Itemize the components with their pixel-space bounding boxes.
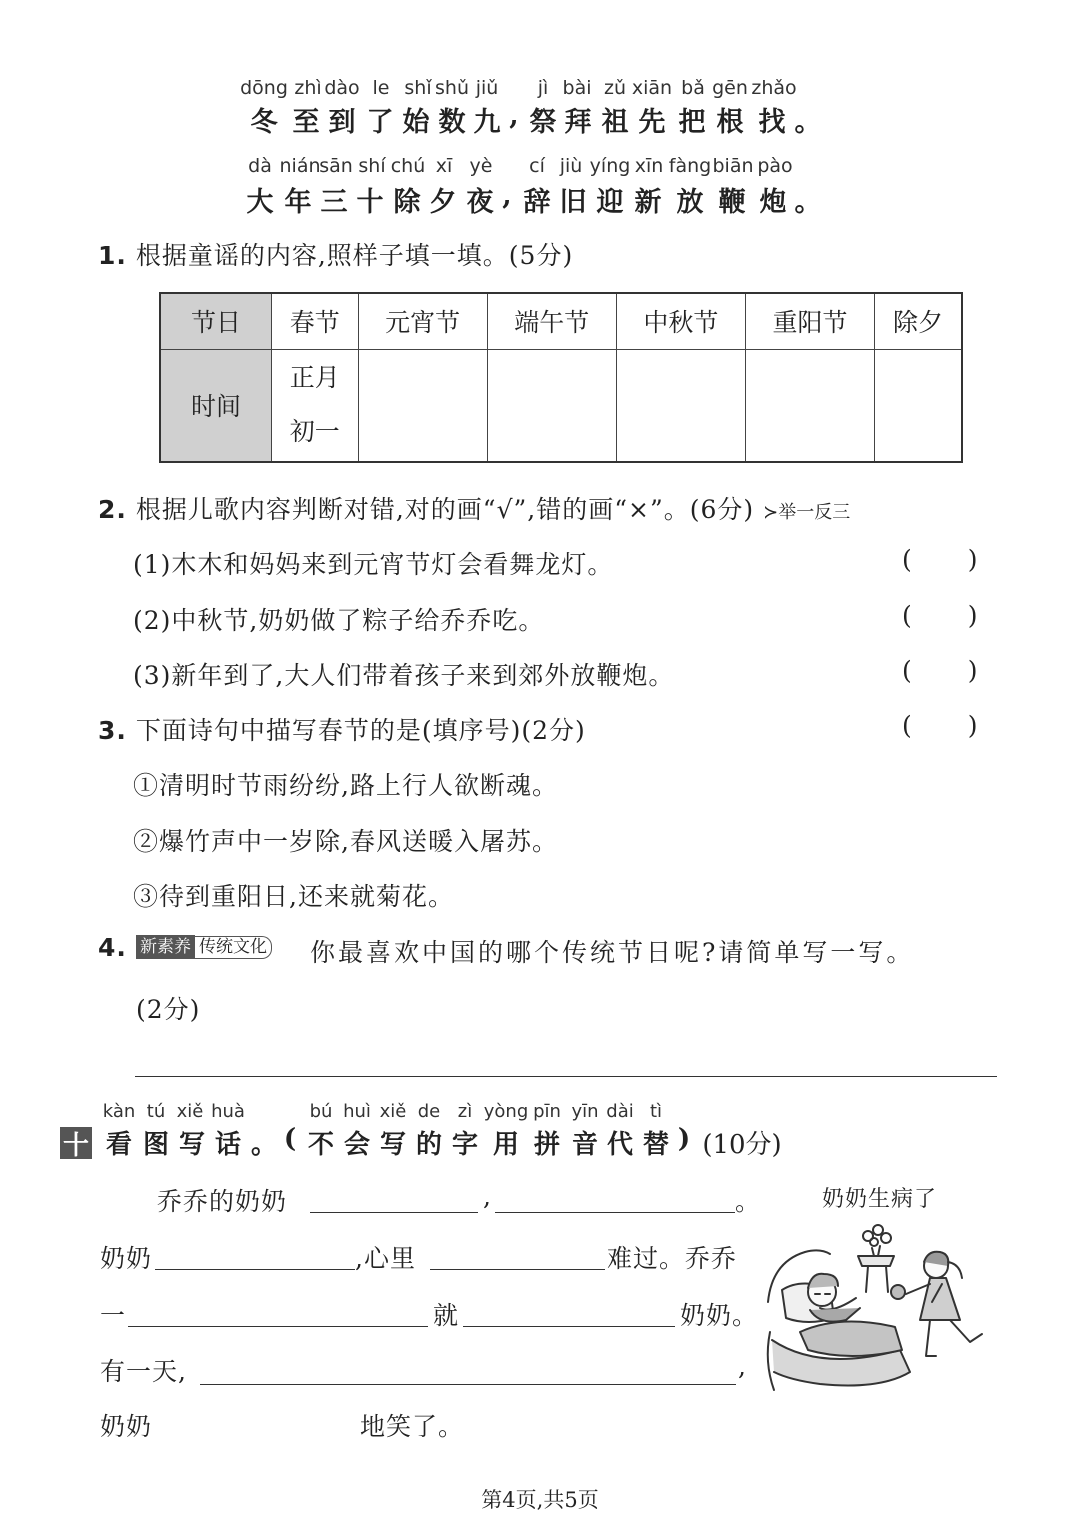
section-number-icon: 十 (60, 1127, 92, 1159)
hanzi: 拜 (564, 107, 592, 138)
hanzi: 鞭 (718, 187, 746, 218)
pinyin: xiě (176, 1101, 204, 1122)
hanzi: 数 (438, 107, 466, 138)
pinyin: gēn (712, 77, 748, 99)
pinyin: de (417, 1101, 441, 1122)
answer-cell[interactable] (487, 349, 616, 462)
writing-text: 奶奶。 (680, 1301, 759, 1330)
q3-option-3: ③待到重阳日,还来就菊花。 (133, 882, 454, 911)
hanzi: 夜 (466, 187, 494, 218)
hanzi: 至 (292, 107, 320, 138)
pinyin: jiǔ (475, 77, 499, 99)
pinyin: nián (279, 155, 321, 177)
title-char: 话 (214, 1130, 242, 1160)
pinyin: dài (606, 1101, 634, 1122)
pinyin: jiù (559, 155, 583, 177)
pinyin: jì (537, 77, 549, 99)
question-4-score: (2分) (136, 995, 201, 1024)
practice-tag: ≻举一反三 (763, 502, 851, 523)
hanzi: 冬 (250, 107, 278, 138)
writing-text: , (738, 1352, 747, 1381)
writing-text: 奶奶 (100, 1244, 153, 1273)
header-label: 节日 (160, 293, 272, 349)
writing-text: 。 (735, 1187, 762, 1216)
page-footer: 第4页,共5页 (481, 1488, 599, 1512)
pinyin: xīn (634, 155, 664, 177)
title-char: ) (677, 1124, 691, 1154)
pinyin: cí (529, 155, 545, 177)
writing-text: , (483, 1182, 492, 1211)
pinyin: dōng (240, 77, 288, 99)
pinyin: le (372, 77, 390, 99)
picture-caption: 奶奶生病了 (822, 1187, 938, 1212)
pinyin: yīn (571, 1101, 599, 1122)
answer-paren[interactable]: ( ) (902, 545, 978, 574)
question-number: 1. (98, 241, 127, 270)
answer-cell[interactable] (358, 349, 487, 462)
writing-text: 地笑了。 (360, 1412, 465, 1441)
pinyin: tì (649, 1101, 663, 1122)
pinyin: pào (757, 155, 793, 177)
festival-table (159, 292, 963, 463)
pinyin: dà (248, 155, 272, 177)
festival-cell: 端午节 (487, 293, 616, 349)
hanzi: 把 (678, 107, 706, 138)
pinyin: zhǎo (751, 77, 797, 99)
answer-cell[interactable] (616, 349, 745, 462)
example-line: 正月 (289, 363, 340, 393)
writing-text: ,心里 (355, 1244, 416, 1273)
hanzi: , (502, 180, 512, 211)
q2-item-1: (1)木木和妈妈来到元宵节灯会看舞龙灯。 (133, 550, 614, 579)
answer-paren[interactable]: ( ) (902, 711, 978, 740)
q4-answer-line[interactable] (135, 1076, 997, 1077)
answer-cell[interactable] (875, 349, 963, 462)
writing-text: 一 (100, 1301, 127, 1330)
question-number: 2. (98, 495, 127, 524)
pinyin: bú (309, 1101, 333, 1122)
hanzi: 炮 (759, 187, 787, 218)
literacy-badge (136, 935, 272, 959)
hanzi: , (509, 100, 519, 131)
hanzi: 放 (676, 187, 704, 218)
pinyin: kàn (102, 1101, 136, 1122)
title-char: 看 (105, 1130, 133, 1160)
hanzi: 旧 (559, 187, 587, 218)
hanzi: 。 (794, 107, 822, 138)
pinyin: zhì (294, 77, 322, 99)
hanzi: 先 (638, 107, 666, 138)
pinyin: xiān (631, 77, 673, 99)
pinyin: biān (712, 155, 754, 177)
writing-text: 难过。乔乔 (607, 1244, 738, 1273)
question-1 (98, 236, 573, 272)
title-char: (10分) (702, 1130, 782, 1160)
hanzi: 年 (284, 187, 312, 218)
question-text: 根据童谣的内容,照样子填一填。(5分) (135, 241, 574, 270)
q3-option-2: ②爆竹声中一岁除,春风送暖入屠苏。 (133, 827, 558, 856)
hanzi: 根 (716, 107, 744, 138)
writing-blank[interactable] (310, 1212, 478, 1213)
writing-text: 乔乔的奶奶 (157, 1187, 288, 1216)
hanzi: 三 (320, 187, 348, 218)
title-char: 写 (379, 1130, 407, 1160)
pinyin: huì (343, 1101, 371, 1122)
hanzi: 始 (402, 107, 430, 138)
title-char: 拼 (533, 1130, 561, 1160)
title-char: 。 (250, 1130, 278, 1160)
badge-left: 新素养 (136, 935, 195, 959)
answer-cell[interactable] (745, 349, 874, 462)
question-3 (98, 711, 586, 747)
example-time-cell (272, 349, 359, 462)
title-char: 替 (642, 1130, 670, 1160)
question-4-number: 4. (98, 933, 127, 962)
writing-blank[interactable] (495, 1212, 735, 1213)
hanzi: 十 (356, 187, 384, 218)
title-char: 会 (343, 1130, 371, 1160)
hanzi: 祖 (601, 107, 629, 138)
q2-item-2: (2)中秋节,奶奶做了粽子给乔乔吃。 (133, 606, 545, 635)
question-text: 下面诗句中描写春节的是(填序号)(2分) (135, 716, 586, 745)
writing-text: 有一天, (100, 1357, 187, 1386)
hanzi: 除 (393, 187, 421, 218)
writing-blank[interactable] (155, 1269, 355, 1270)
sick-grandma-illustration (760, 1222, 1010, 1392)
title-char: 用 (492, 1130, 520, 1160)
festival-cell: 元宵节 (358, 293, 487, 349)
pinyin: tú (146, 1101, 166, 1122)
hanzi: 。 (794, 187, 822, 218)
pinyin: shí (358, 155, 386, 177)
hanzi: 找 (758, 107, 786, 138)
question-2 (98, 490, 850, 526)
writing-blank[interactable] (463, 1326, 675, 1327)
q2-item-3: (3)新年到了,大人们带着孩子来到郊外放鞭炮。 (133, 661, 675, 690)
question-number: 3. (98, 716, 127, 745)
pinyin: xī (435, 155, 453, 177)
hanzi: 辞 (523, 187, 551, 218)
pinyin: zì (457, 1101, 473, 1122)
badge-right: 传统文化 (195, 936, 272, 959)
title-char: 不 (307, 1130, 335, 1160)
question-text: 根据儿歌内容判断对错,对的画“√”,错的画“×”。(6分) (135, 495, 755, 524)
writing-text: 奶奶 (100, 1412, 153, 1441)
hanzi: 到 (328, 107, 356, 138)
answer-paren[interactable]: ( ) (902, 601, 978, 630)
title-char: 音 (571, 1130, 599, 1160)
pinyin: huà (211, 1101, 245, 1122)
writing-text: 就 (433, 1301, 460, 1330)
festival-cell: 春节 (272, 293, 359, 349)
hanzi: 祭 (529, 107, 557, 138)
hanzi: 新 (634, 187, 662, 218)
pinyin: zǔ (603, 77, 627, 99)
title-char: 字 (451, 1130, 479, 1160)
question-4-text: 你最喜欢中国的哪个传统节日呢?请简单写一写。 (310, 938, 915, 967)
festival-cell: 重阳节 (745, 293, 874, 349)
pinyin: yè (469, 155, 493, 177)
pinyin: bǎ (681, 77, 705, 99)
pinyin: yòng (483, 1101, 529, 1122)
hanzi: 迎 (596, 187, 624, 218)
writing-blank[interactable] (430, 1269, 605, 1270)
pinyin: fàng (668, 155, 712, 177)
row-label: 时间 (160, 349, 272, 462)
hanzi: 了 (366, 107, 394, 138)
writing-blank[interactable] (200, 1384, 736, 1385)
pinyin: bài (562, 77, 592, 99)
pinyin: sān (319, 155, 353, 177)
title-char: 的 (415, 1130, 443, 1160)
example-line: 初一 (289, 417, 340, 447)
q3-option-1: ①清明时节雨纷纷,路上行人欲断魂。 (133, 771, 558, 800)
hanzi: 大 (246, 187, 274, 218)
title-char: 图 (142, 1130, 170, 1160)
pinyin: chú (390, 155, 426, 177)
festival-cell: 除夕 (875, 293, 963, 349)
hanzi: 九 (473, 107, 501, 138)
title-char: 代 (606, 1130, 634, 1160)
pinyin: xiě (379, 1101, 407, 1122)
festival-cell: 中秋节 (616, 293, 745, 349)
pinyin: shǐ (404, 77, 432, 99)
writing-blank[interactable] (128, 1326, 428, 1327)
hanzi: 夕 (429, 187, 457, 218)
pinyin: dào (324, 77, 360, 99)
pinyin: yíng (589, 155, 631, 177)
pinyin: pīn (533, 1101, 561, 1122)
answer-paren[interactable]: ( ) (902, 656, 978, 685)
title-char: ( (283, 1124, 297, 1154)
pinyin: shǔ (435, 77, 469, 99)
title-char: 写 (178, 1130, 206, 1160)
